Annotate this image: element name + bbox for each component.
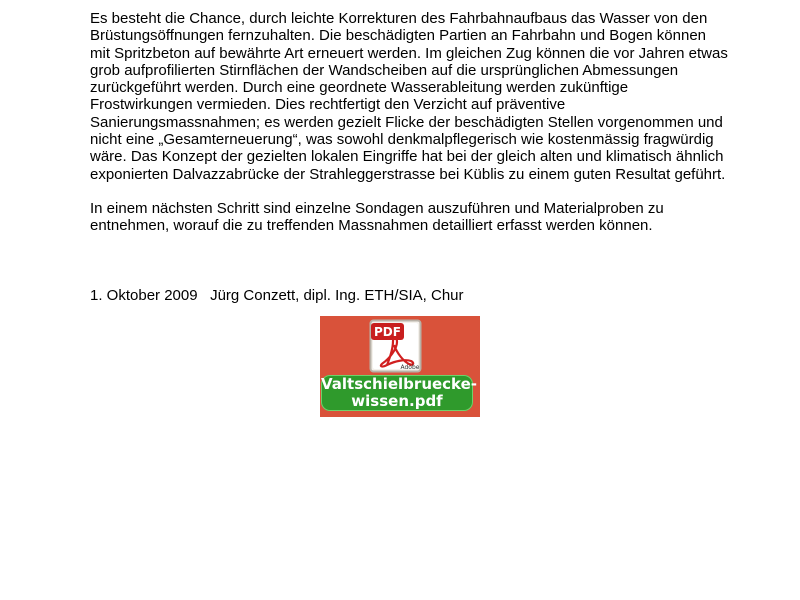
filename-label[interactable]	[321, 375, 478, 411]
paragraph-next-steps: In einem nächsten Schritt sind einzelne Sondagen auszuführen und Materialproben zu entnehmen, worauf die zu treffenden Massnahmen detailliert erfasst werden können.	[90, 199, 664, 235]
pdf-brand-text: Adobe	[400, 364, 420, 371]
pdf-icon	[369, 319, 422, 373]
document-body	[90, 10, 730, 235]
paragraph-renovation-concept: Es besteht die Chance, durch leichte Korrekturen des Fahrbahnaufbaus das Wasser von den Brüstungsöffnungen fernzuhalten. Die beschädigten Partien an Fahrbahn und Bogen können mit Spritzbeton auf bewährte Art erneuert werden. Im gleichen Zug können die vor Jahren etwas grob aufprofilierten Stirnflächen der Wandscheiben auf die ursprünglichen Abmessungen zurückgeführt werden. Durch eine geordnete Wasserableitung werden zukünftige Frostwirkungen vermieden. Dies rechtfertigt den Verzicht auf präventive Sanierungsmassnahmen; es werden gezielt Flicke der beschädigten Stellen vorgenommen und nicht eine „Gesamterneuerung“, was sowohl denkmalpflegerisch wie kostenmässig fragwürdig wäre. Das Konzept der gezielten lokalen Eingriffe hat bei der gleich alten und klimatisch ähnlich exponierten Dalvazzabrücke der Strahleggerstrasse bei Küblis zu einem guten Resultat geführt.	[90, 10, 728, 183]
filename-line-2: wissen.pdf	[351, 392, 443, 410]
signature-line: 1. Oktober 2009 Jürg Conzett, dipl. Ing. ETH/SIA, Chur	[90, 287, 464, 304]
pdf-badge-text: PDF	[374, 325, 401, 339]
filename-line-1: Valtschielbruecke-	[321, 375, 478, 393]
pdf-attachment-link[interactable]	[320, 316, 480, 417]
